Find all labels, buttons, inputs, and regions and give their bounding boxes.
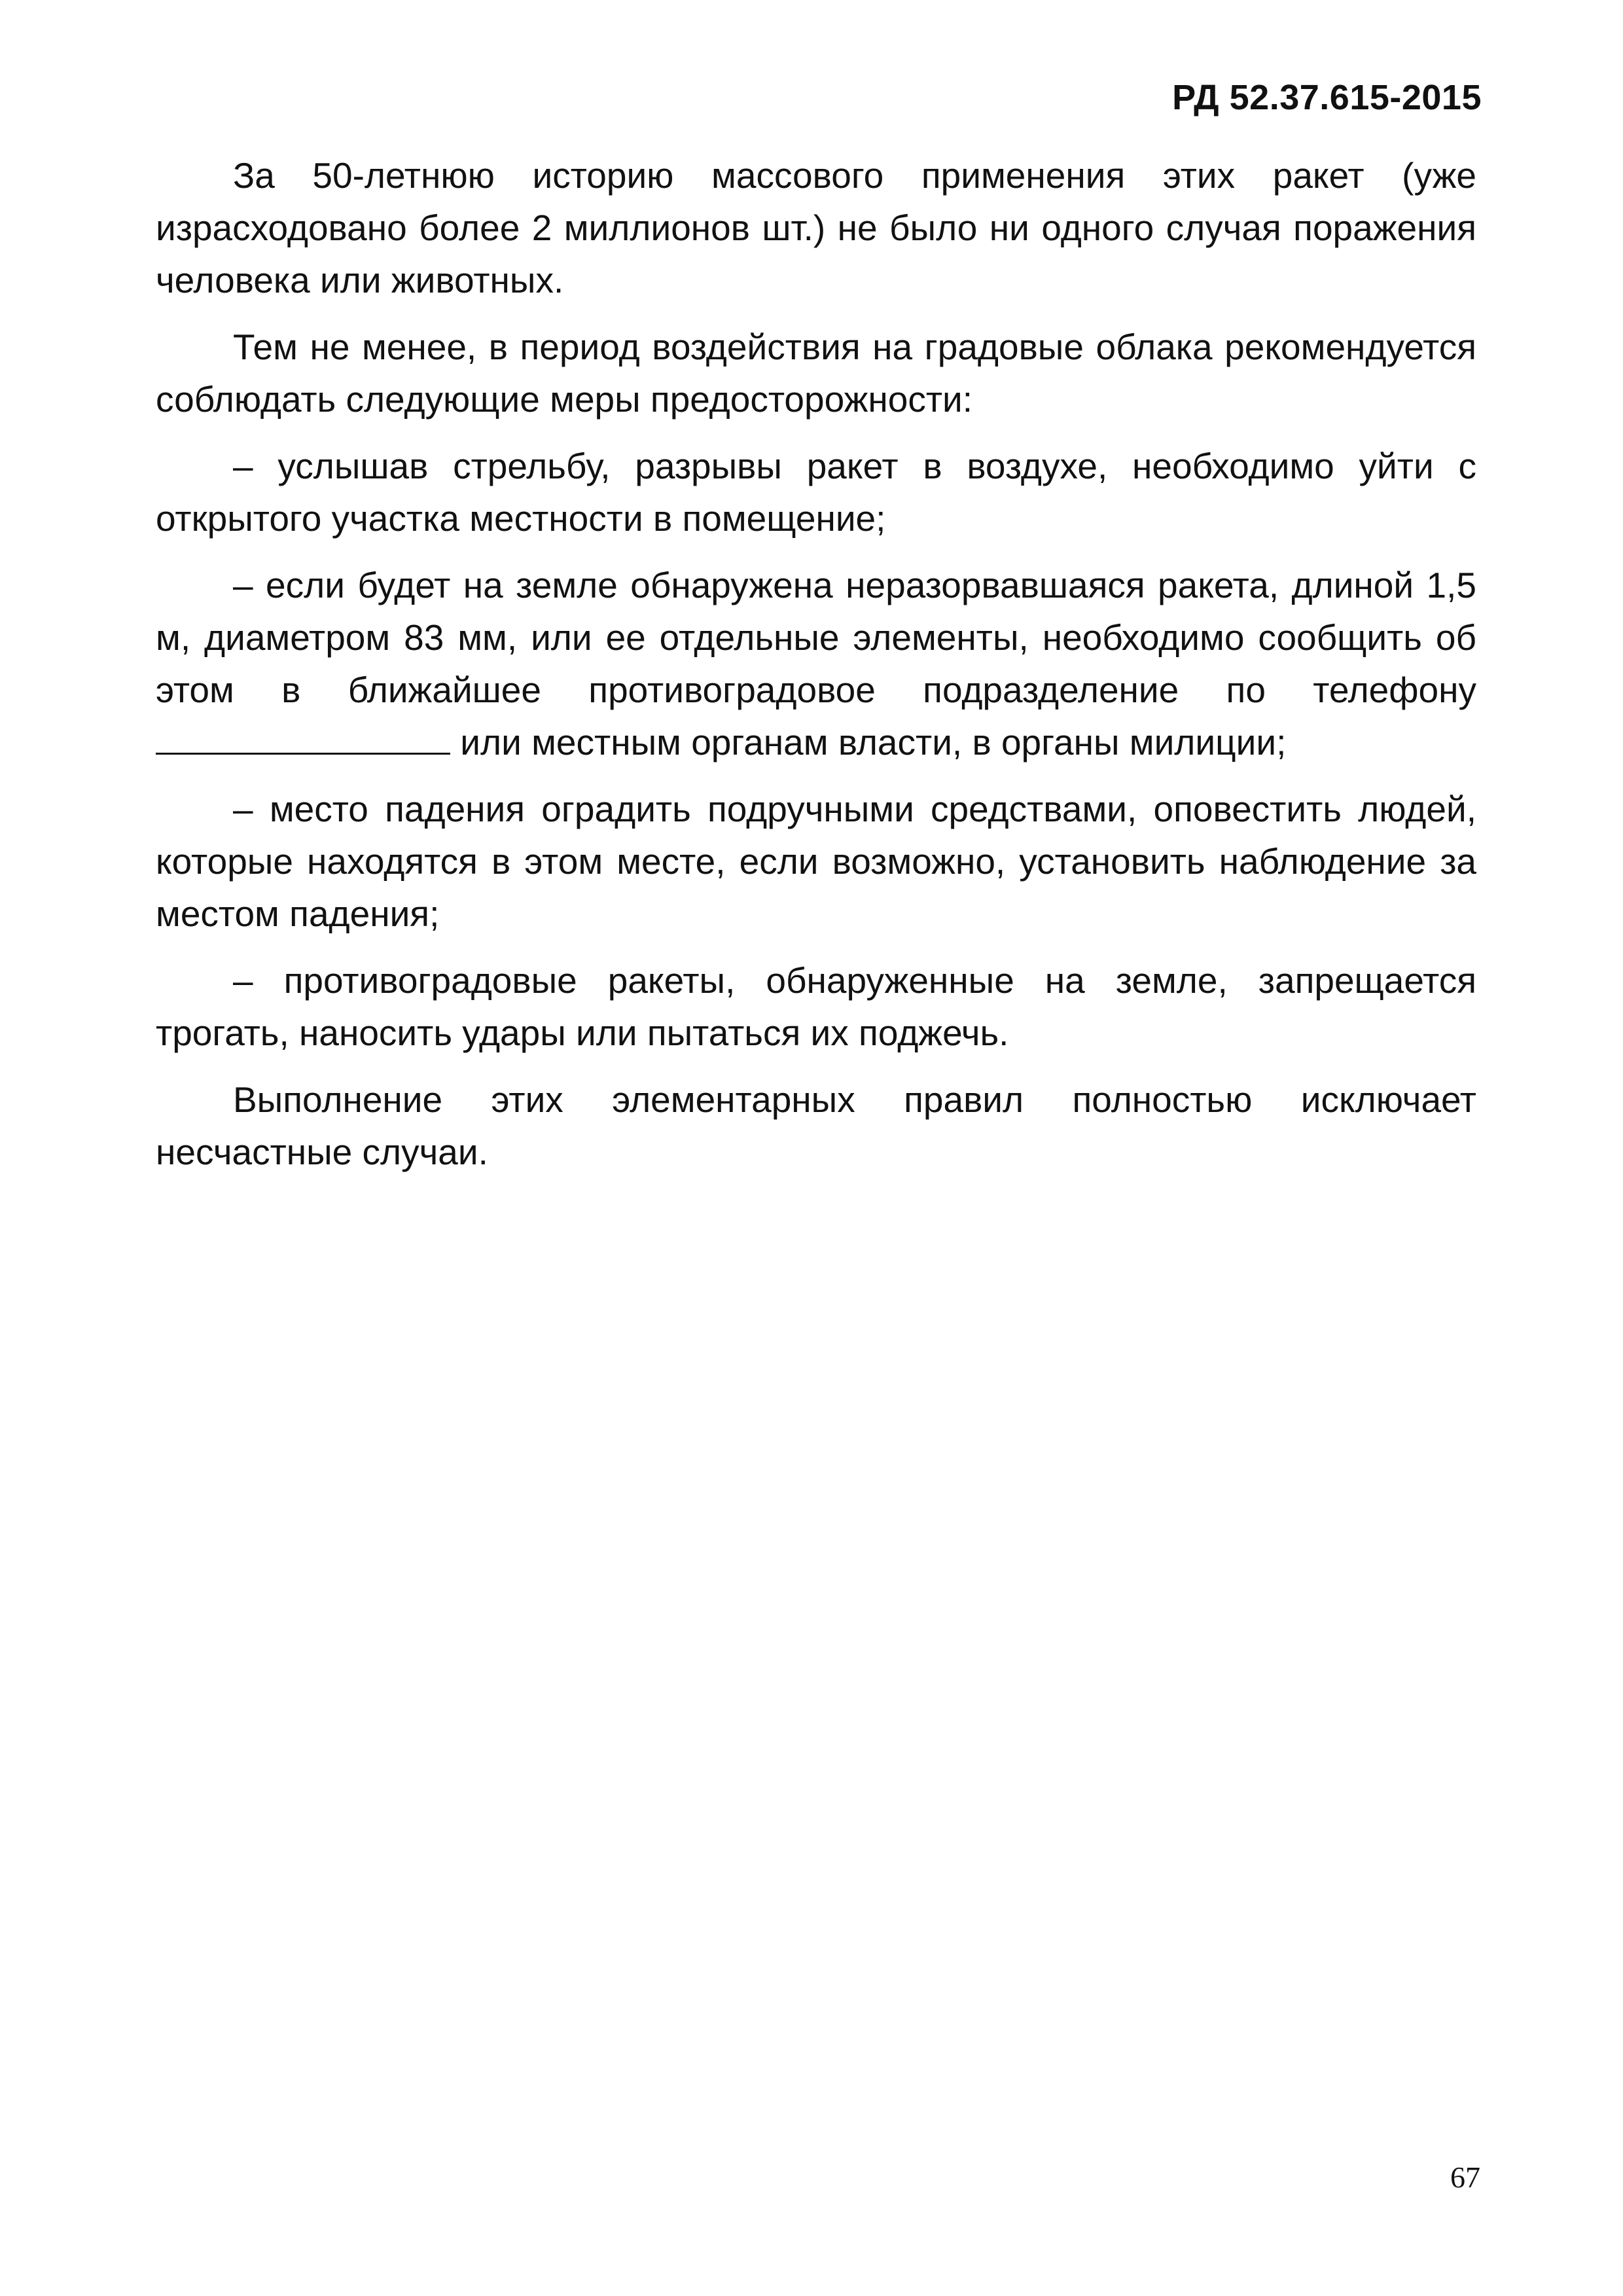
document-body <box>156 149 1476 1193</box>
paragraph-conclusion: Выполнение этих элементарных правил полностью исключает несчастные случаи. <box>156 1079 1476 1172</box>
paragraph-unexploded-rocket <box>156 559 1476 768</box>
paragraph-leave-open-area: – услышав стрельбу, разрывы ракет в воздухе, необходимо уйти с открытого участка местности в помещение; <box>156 446 1476 539</box>
paragraph-history: За 50-летнюю историю массового применения этих ракет (уже израсходовано более 2 миллионов шт.) не было ни одного случая поражения человека или животных. <box>156 155 1476 300</box>
unexploded-rocket-text-after: или местным органам власти, в органы милиции; <box>460 722 1287 762</box>
document-code: РД 52.37.615-2015 <box>1172 78 1482 117</box>
phone-blank-field <box>156 719 450 755</box>
paragraph-fence-area: – место падения оградить подручными средствами, оповестить людей, которые находятся в этом месте, если возможно, установить наблюдение за местом падения; <box>156 789 1476 934</box>
paragraph-do-not-touch: – противоградовые ракеты, обнаруженные на земле, запрещается трогать, наносить удары или пытаться их поджечь. <box>156 960 1476 1053</box>
paragraph-precautions-intro: Тем не менее, в период воздействия на градовые облака рекомендуется соблюдать следующие меры предосторожности: <box>156 327 1476 420</box>
page-number: 67 <box>1450 2161 1480 2194</box>
unexploded-rocket-text-before: – если будет на земле обнаружена неразорвавшаяся ракета, длиной 1,5 м, диаметром 83 мм, или ее отдельные элементы, необходимо сообщить об этом в ближайшее противоградовое подразделение по телефону <box>156 565 1476 710</box>
